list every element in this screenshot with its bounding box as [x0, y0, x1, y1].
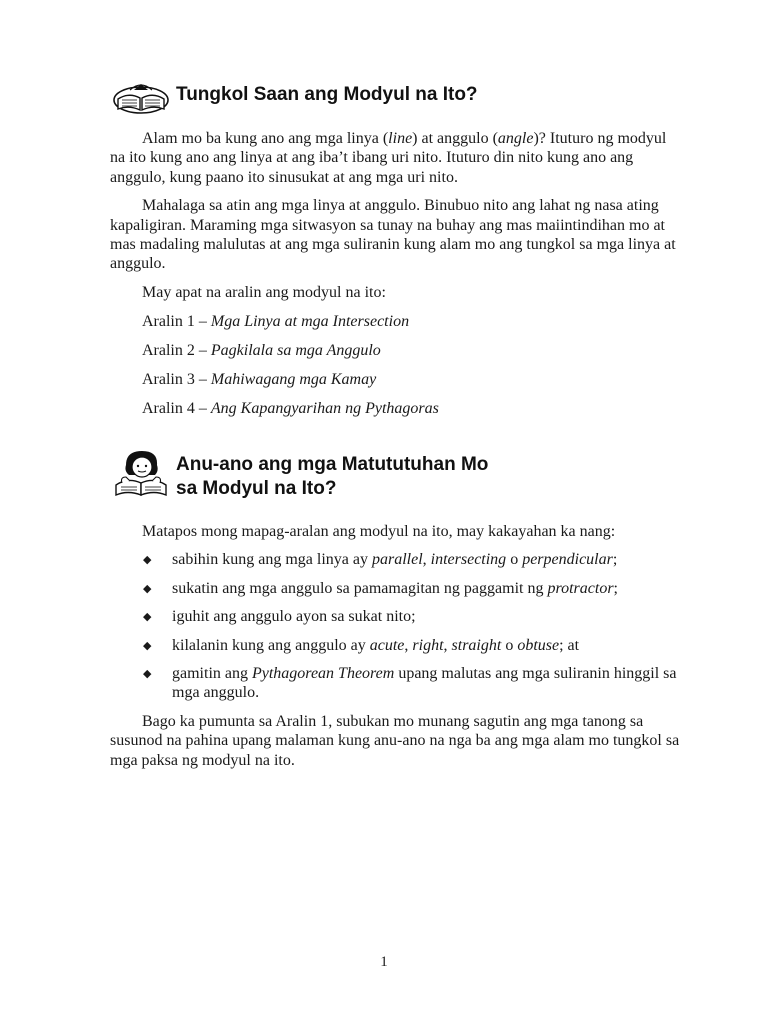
- text-run: gamitin ang: [172, 665, 252, 683]
- list-item: [110, 636, 684, 655]
- section-heading-row: [112, 78, 478, 118]
- list-item: [110, 550, 684, 569]
- text-run: sukatin ang mga anggulo sa pamamagitan ng paggamit ng: [172, 579, 548, 597]
- italic-term: line: [388, 130, 413, 147]
- text-run: upang malutas ang mga suliranin hinggil sa mga anggulo.: [172, 665, 677, 702]
- lesson-item: [110, 312, 684, 331]
- text-run: ;: [612, 551, 618, 569]
- text-run: iguhit ang anggulo ayon sa sukat nito;: [172, 608, 416, 626]
- paragraph: Mahalaga sa atin ang mga linya at anggulo. Binubuo nito ang lahat ng nasa ating kapaligiran. Maraming mga sitwasyon sa tunay na buhay ang mas maiintindihan mo at mas madaling malulutas at ang mga suliranin kung alam mo ang tungkol sa mga linya at anggulo.: [110, 197, 676, 273]
- bullet-diamond-icon: ◆: [143, 610, 152, 624]
- text-run: ,: [422, 551, 431, 569]
- bullet-diamond-icon: ◆: [143, 553, 152, 567]
- paragraph: May apat na aralin ang modyul na ito:: [142, 283, 386, 301]
- italic-term: protractor: [547, 579, 614, 597]
- text-run: ,: [443, 636, 452, 654]
- heading-line: sa Modyul na Ito?: [176, 478, 337, 499]
- lesson-item: [110, 399, 684, 418]
- italic-term: straight: [451, 636, 502, 654]
- objectives-list: [110, 550, 684, 702]
- text-run: ) at anggulo (: [412, 130, 498, 147]
- bullet-diamond-icon: ◆: [143, 638, 152, 652]
- page-number: 1: [380, 954, 388, 970]
- open-book-icon: [112, 78, 170, 118]
- text-run: sabihin kung ang mga linya ay: [172, 551, 372, 569]
- bullet-diamond-icon: ◆: [143, 667, 152, 681]
- closing-paragraph: Bago ka pumunta sa Aralin 1, subukan mo munang sagutin ang mga tanong sa susunod na pahina upang malaman kung anu-ano na nga ba ang mga alam mo tungkol sa mga paksa ng modyul na ito.: [110, 712, 680, 769]
- text-run: ,: [404, 636, 413, 654]
- text-run: ;: [613, 579, 618, 597]
- list-item: [110, 664, 684, 703]
- list-item: [110, 579, 684, 598]
- text-run: Alam mo ba kung ano ang mga linya (: [142, 130, 389, 147]
- text-run: kilalanin kung ang anggulo ay: [172, 636, 370, 654]
- heading-line: Anu-ano ang mga Matututuhan Mo: [176, 454, 489, 475]
- text-run: ; at: [559, 636, 580, 654]
- lesson-label: Aralin 2 –: [142, 341, 211, 359]
- italic-term: acute: [369, 636, 405, 654]
- lesson-item: [110, 370, 684, 389]
- lesson-label: Aralin 4 –: [142, 399, 211, 417]
- italic-term: parallel: [371, 551, 423, 569]
- lesson-title: Ang Kapangyarihan ng Pythagoras: [210, 399, 439, 417]
- list-item: [110, 607, 684, 626]
- student-reading-icon: [112, 447, 170, 499]
- text-run: )? Ituturo ng modyul na ito kung ano ang linya at ang iba’t ibang uri nito. Ituturo din nito kung ano ang anggulo, kung paano ito sinusukat at ang mga uri nito.: [110, 130, 667, 186]
- bullet-diamond-icon: ◆: [143, 581, 152, 595]
- italic-term: Pythagorean Theorem: [251, 665, 395, 683]
- lesson-title: Mga Linya at mga Intersection: [210, 312, 410, 330]
- italic-term: perpendicular: [522, 551, 613, 569]
- italic-term: angle: [497, 130, 534, 147]
- section-body: [110, 129, 684, 418]
- italic-term: obtuse: [517, 636, 560, 654]
- paragraph: Matapos mong mapag-aralan ang modyul na ito, may kakayahan ka nang:: [142, 523, 616, 540]
- section-heading: Tungkol Saan ang Modyul na Ito?: [176, 84, 478, 105]
- lesson-label: Aralin 1 –: [142, 312, 211, 330]
- section-body: [110, 522, 684, 770]
- lesson-title: Pagkilala sa mga Anggulo: [210, 341, 381, 359]
- text-run: o: [501, 636, 518, 654]
- section-heading: [176, 453, 488, 501]
- italic-term: right: [412, 636, 444, 654]
- intro-paragraph: [110, 129, 684, 187]
- section-heading-row: [112, 447, 488, 501]
- lesson-label: Aralin 3 –: [142, 370, 211, 388]
- lesson-item: [110, 341, 684, 360]
- italic-term: intersecting: [430, 551, 507, 569]
- text-run: o: [506, 551, 523, 569]
- lesson-title: Mahiwagang mga Kamay: [210, 370, 377, 388]
